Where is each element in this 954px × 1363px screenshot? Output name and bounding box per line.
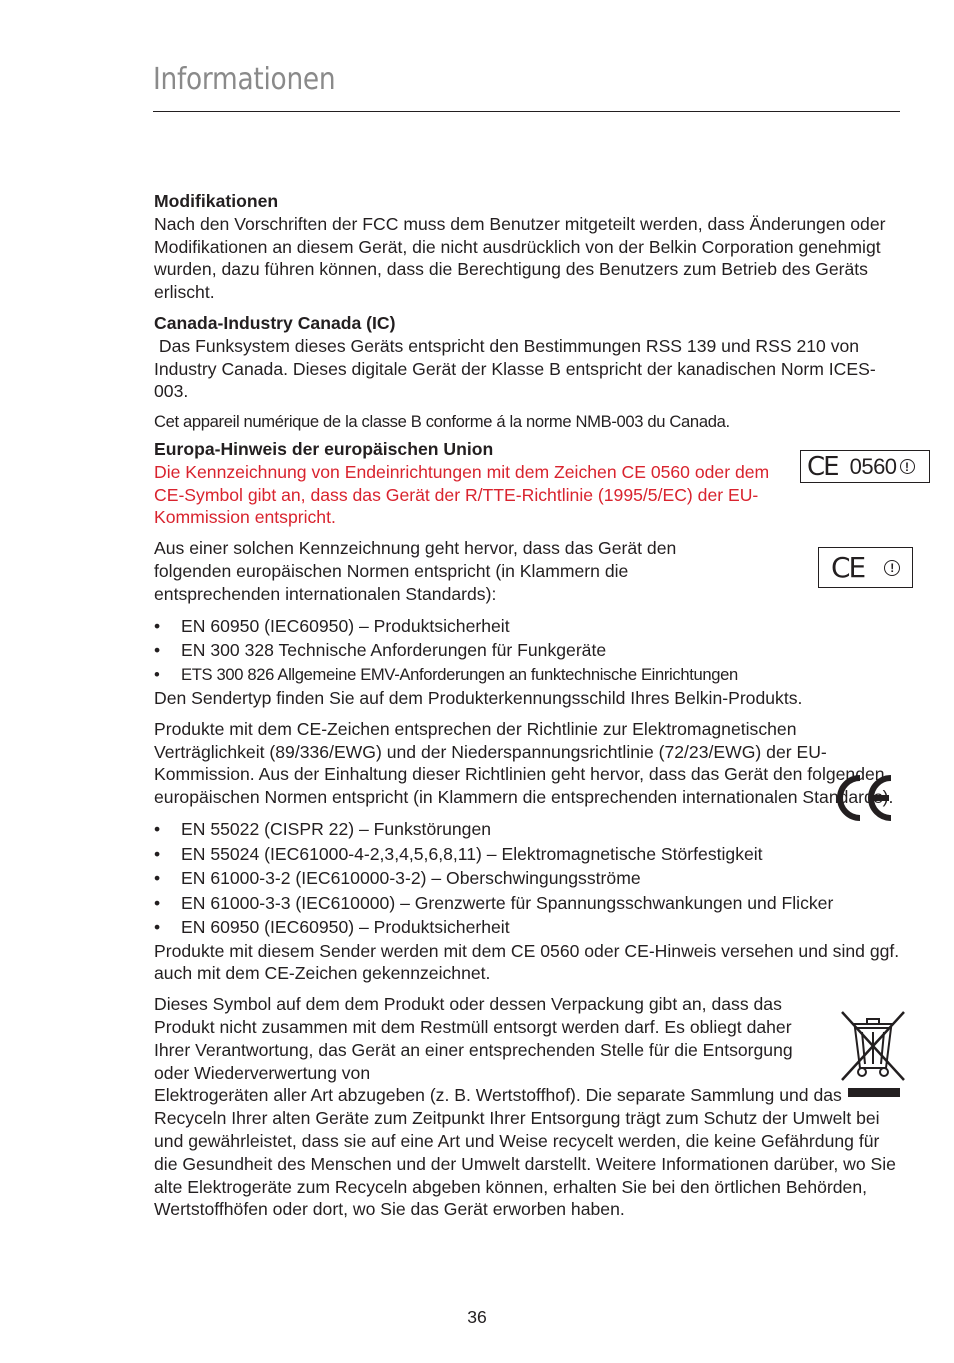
weee-svg bbox=[838, 1008, 908, 1100]
ce-letters: CE bbox=[807, 451, 838, 482]
heading-europa: Europa-Hinweis der europäischen Union bbox=[154, 438, 494, 459]
standards-list-2 bbox=[154, 817, 906, 940]
standards-list-1 bbox=[154, 614, 906, 688]
paragraph-sendertyp: Den Sendertyp finden Sie auf dem Produkterkennungsschild Ihres Belkin-Produkts. bbox=[154, 688, 803, 709]
paragraph-weee-narrow: Dieses Symbol auf dem dem Produkt oder dessen Verpackung gibt an, dass das Produkt nicht zusammen mit dem Restmüll entsorgt werden darf. Es obliegt daher Ihrer Verantwortung, das Gerät an einer entsprechenden Stelle für die Entsorgung oder Wiederverwertung von bbox=[154, 994, 793, 1083]
page-content bbox=[154, 190, 906, 1221]
list-item: • EN 55024 (IEC61000-4-2,3,4,5,6,8,11) – Elektromagnetische Störfestigkeit bbox=[154, 842, 906, 867]
alert-icon: ! bbox=[884, 560, 900, 576]
paragraph-emc bbox=[154, 718, 906, 809]
page-number: 36 bbox=[467, 1307, 487, 1327]
list-item: • EN 61000-3-2 (IEC610000-3-2) – Oberschwingungsströme bbox=[154, 866, 906, 891]
crossed-out-wheelie-bin-icon bbox=[838, 1008, 908, 1100]
alert-icon: ! bbox=[900, 459, 915, 474]
ce-number: 0560 bbox=[849, 453, 897, 479]
paragraph-canada-french: Cet appareil numérique de la classe B conforme á la norme NMB-003 du Canada. bbox=[154, 412, 730, 432]
paragraph-weee-wide: Elektrogeräten aller Art abzugeben (z. B. Wertstoffhof). Die separate Sammlung und das Recyceln Ihrer alten Geräte zum Zeitpunkt Ihrer Entsorgung trägt zum Schutz der Umwelt bei und gewährleistet, dass sie auf eine Art und Weise recycelt werden, die keine Gefährdung für die Gesundheit des Menschen und der Umwelt darstellt. Weitere Informationen darüber, wo Sie alte Elektrogeräte zum Recyceln abgeben können, erhalten Sie bei den örtlichen Behörden, Wertstoffhöfen oder dort, wo Sie das Gerät erworben haben. bbox=[154, 1085, 896, 1220]
list-item: • EN 61000-3-3 (IEC610000) – Grenzwerte für Spannungsschwankungen und Flicker bbox=[154, 891, 906, 916]
list-item: • ETS 300 826 Allgemeine EMV-Anforderungen an funktechnische Einrichtungen bbox=[154, 663, 906, 688]
list-item: • EN 55022 (CISPR 22) – Funkstörungen bbox=[154, 817, 906, 842]
ce-0560-alert-mark bbox=[800, 450, 930, 483]
emc-text: Produkte mit dem CE-Zeichen entsprechen der Richtlinie zur Elektromagnetischen Verträglichkeit (89/336/EWG) und der Niederspannungsrichtlinie (72/23/EWG) der EU-Kommission. Aus der Einhaltung dieser Richtlinien geht hervor, dass das Gerät den folgenden europäischen Normen entspricht (in Klammern die entsprechenden internationalen Standards). bbox=[154, 718, 894, 808]
ce-alert-mark bbox=[818, 547, 913, 588]
ce-mark bbox=[833, 772, 895, 824]
paragraph-modifikationen: Nach den Vorschriften der FCC muss dem Benutzer mitgeteilt werden, dass Änderungen oder Modifikationen an diesem Gerät, die nicht ausdrücklich von der Belkin Corporation genehmigt wurden, dazu führen können, dass die Berechtigung des Benutzers zum Betrieb des Geräts erlischt. bbox=[154, 213, 886, 303]
paragraph-europa-intro: Aus einer solchen Kennzeichnung geht hervor, dass das Gerät den folgenden europäischen Normen entspricht (in Klammern die entsprechenden internationalen Standards): bbox=[154, 538, 677, 604]
title-rule bbox=[153, 111, 900, 112]
list-item: • EN 60950 (IEC60950) – Produktsicherheit bbox=[154, 915, 906, 940]
ce-mark-svg bbox=[833, 772, 895, 824]
list-item: • EN 300 328 Technische Anforderungen für Funkgeräte bbox=[154, 638, 906, 663]
paragraph-canada: Das Funksystem dieses Geräts entspricht den Bestimmungen RSS 139 und RSS 210 von Industry Canada. Dieses digitale Gerät der Klasse B entspricht der kanadischen Norm ICES-003. bbox=[154, 335, 876, 402]
heading-modifikationen: Modifikationen bbox=[154, 191, 279, 211]
page-title: Informationen bbox=[153, 62, 336, 97]
paragraph-ce-note: Produkte mit diesem Sender werden mit dem CE 0560 oder CE-Hinweis versehen und sind ggf. auch mit dem CE-Zeichen gekennzeichnet. bbox=[154, 940, 900, 984]
paragraph-europa-red: Die Kennzeichnung von Endeinrichtungen mit dem Zeichen CE 0560 oder dem CE-Symbol gibt an, dass das Gerät der R/TTE-Richtlinie (1995/5/EC) der EU-Kommission entspricht. bbox=[154, 461, 770, 528]
ce-letters: CE bbox=[831, 551, 865, 584]
heading-canada: Canada-Industry Canada (IC) bbox=[154, 312, 396, 333]
list-item: • EN 60950 (IEC60950) – Produktsicherheit bbox=[154, 614, 906, 639]
